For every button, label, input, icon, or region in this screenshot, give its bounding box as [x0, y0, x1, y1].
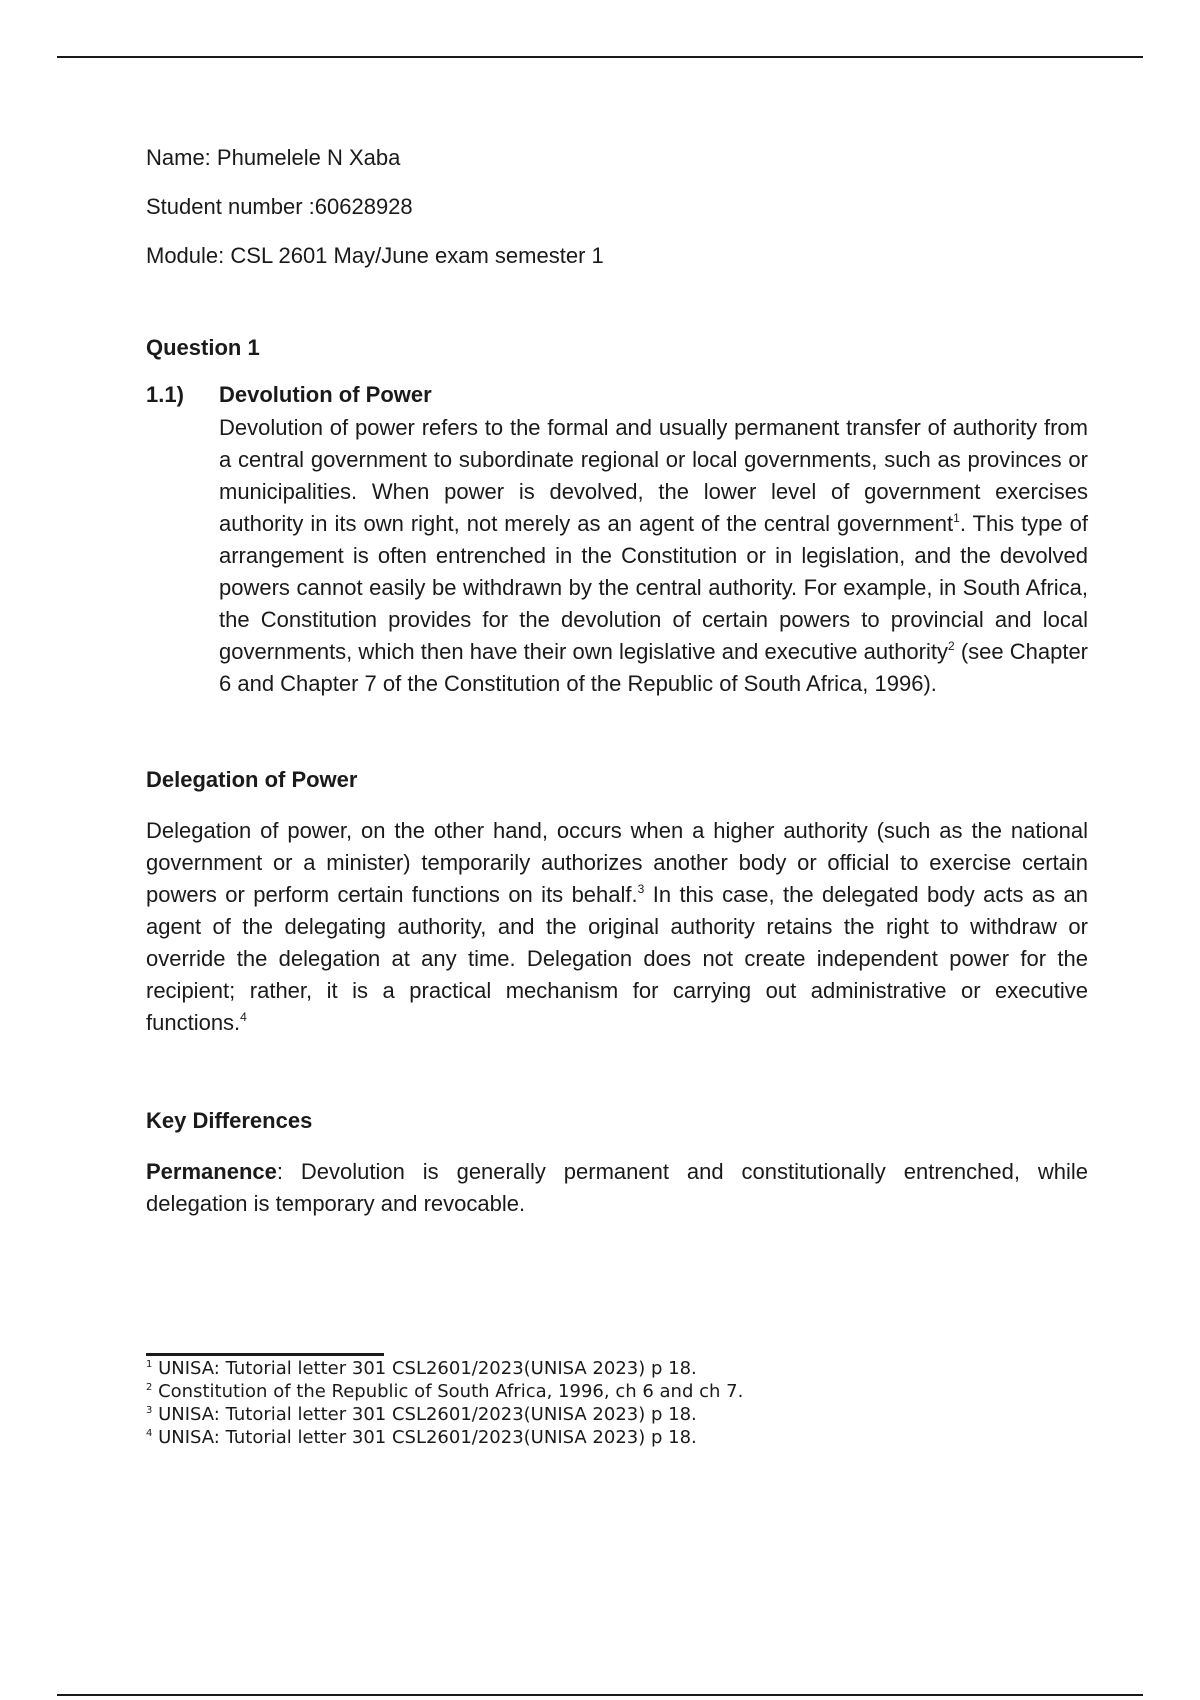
- footnote: [146, 1357, 1088, 1380]
- key-differences-heading: Key Differences: [146, 1108, 313, 1133]
- devolution-text-3: (see Chapter 6 and Chapter 7 of the Constitution of the Republic of South Africa, 1996).: [219, 639, 1089, 696]
- footnote-number: 1: [146, 1359, 153, 1370]
- document-body: [146, 145, 1088, 1220]
- footnote-text: UNISA: Tutorial letter 301 CSL2601/2023(UNISA 2023) p 18.: [152, 1404, 697, 1425]
- footnote-ref-4: 4: [240, 1010, 247, 1024]
- devolution-text-2: . This type of arrangement is often entrenched in the Constitution or in legislation, and the devolved powers cannot easily be withdrawn by the central authority. For example, in South Africa, the Constitution provides for the devolution of certain powers to provincial and local governments, which then have their own legislative and executive authority: [219, 511, 1088, 664]
- delegation-text-2: In this case, the delegated body acts as an agent of the delegating authority, and the original authority retains the right to withdraw or override the delegation at any time. Delegation does not create independent power for the recipient; rather, it is a practical mechanism for carrying out administrative or executive functions.: [146, 882, 1088, 1035]
- footnote-number: 2: [146, 1382, 153, 1393]
- question-title: Question 1: [146, 335, 260, 360]
- footer-rule: [57, 1694, 1143, 1696]
- footnote-text: Constitution of the Republic of South Africa, 1996, ch 6 and ch 7.: [152, 1381, 744, 1402]
- footnote-ref-3: 3: [637, 882, 645, 896]
- devolution-text-1: Devolution of power refers to the formal and usually permanent transfer of authority from a central government to subordinate regional or local governments, such as provinces or municipalities. When power is devolved, the lower level of government exercises authority in its own right, not merely as an agent of the central government: [219, 415, 1088, 536]
- footnote-ref-1: 1: [953, 511, 960, 525]
- delegation-heading: Delegation of Power: [146, 767, 358, 792]
- subquestion-number: 1.1): [146, 382, 184, 407]
- footnote-number: 3: [146, 1405, 153, 1416]
- delegation-paragraph: [146, 815, 1088, 1039]
- student-number: Student number :60628928: [146, 194, 413, 219]
- permanence-text: : Devolution is generally permanent and constitutionally entrenched, while delegation is temporary and revocable.: [146, 1159, 1088, 1216]
- footnote-ref-2: 2: [948, 639, 955, 653]
- permanence-paragraph: [146, 1156, 1088, 1220]
- footnote: [146, 1426, 1088, 1449]
- subquestion-heading: [146, 382, 1088, 408]
- subquestion-title: Devolution of Power: [219, 382, 432, 407]
- footnote-separator: [146, 1353, 384, 1356]
- devolution-paragraph: [219, 412, 1088, 700]
- footnote-text: UNISA: Tutorial letter 301 CSL2601/2023(UNISA 2023) p 18.: [152, 1427, 697, 1448]
- delegation-text-1: Delegation of power, on the other hand, occurs when a higher authority (such as the national government or a minister) temporarily authorizes another body or official to exercise certain powers or perform certain functions on its behalf.: [146, 818, 1088, 907]
- footnote-text: UNISA: Tutorial letter 301 CSL2601/2023(UNISA 2023) p 18.: [152, 1358, 697, 1379]
- footnote-number: 4: [146, 1428, 153, 1439]
- footnote: [146, 1380, 1088, 1403]
- student-name: Name: Phumelele N Xaba: [146, 145, 401, 170]
- header-rule: [57, 56, 1143, 58]
- module-info: Module: CSL 2601 May/June exam semester 1: [146, 243, 604, 268]
- permanence-label: Permanence: [146, 1159, 277, 1184]
- footnote: [146, 1403, 1088, 1426]
- footnotes: [146, 1357, 1088, 1449]
